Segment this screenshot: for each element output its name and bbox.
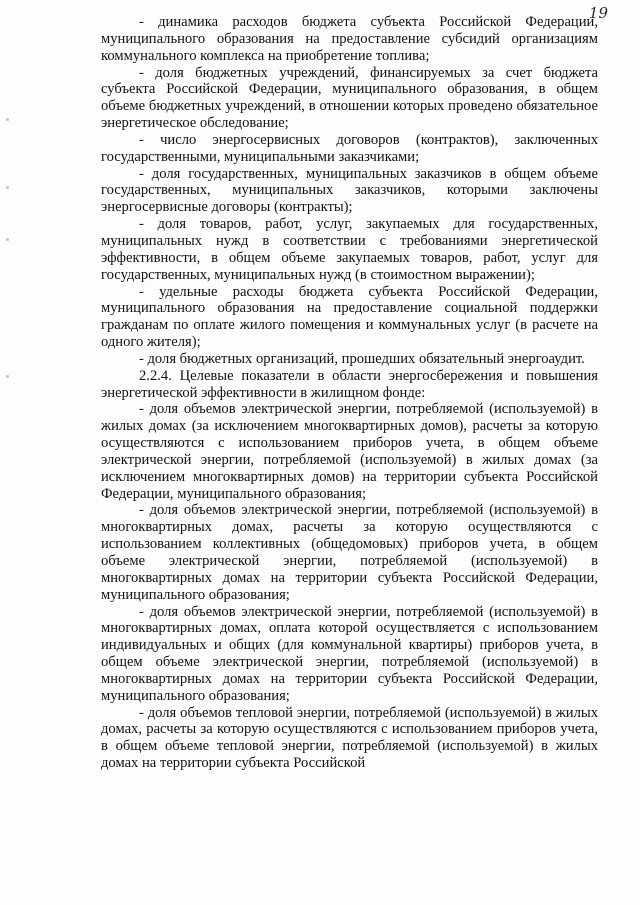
- list-item-heat-energy-houses: - доля объемов тепловой энергии, потребляемой (используемой) в жилых домах, расчеты за которую осуществляются с использованием приборов учета, в общем объеме тепловой энергии, потребляемой (используемой) в жилых домах на территории субъекта Российской: [101, 704, 598, 772]
- list-item-budget-institutions-audit: - доля бюджетных учреждений, финансируемых за счет бюджета субъекта Российской Федерации, муниципального образования, в общем объеме бюджетных учреждений, в отношении которых проведено обязательное энергетическое обследование;: [101, 64, 598, 132]
- page-number: 19: [588, 4, 608, 22]
- list-item-energy-service-contracts-count: - число энергосервисных договоров (контрактов), заключенных государственными, муниципальными заказчиками;: [101, 131, 598, 165]
- scan-artifact-mark: [6, 238, 9, 241]
- section-heading-2-2-4: 2.2.4. Целевые показатели в области энергосбережения и повышения энергетической эффективности в жилищном фонде:: [101, 367, 598, 401]
- list-item-energy-audit-share: - доля бюджетных организаций, прошедших обязательный энергоаудит.: [139, 350, 585, 367]
- list-item-electricity-houses: - доля объемов электрической энергии, потребляемой (используемой) в жилых домах (за исключением многоквартирных домов), расчеты за которую осуществляются с использованием приборов учета, в общем объеме электрической энергии, потребляемой (используемой) в жилых домах (за исключением многоквартирных домов) на территории субъекта Российской Федерации, муниципального образования;: [101, 401, 598, 502]
- list-item-electricity-individual-meters: - доля объемов электрической энергии, потребляемой (используемой) в многоквартирных домах, оплата которой осуществляется с использованием индивидуальных и общих (для коммунальной квартиры) приборов учета, в общем объеме электрической энергии, потребляемой (используемой) в многоквартирных домах на территории субъекта Российской Федерации, муниципального образования;: [101, 603, 598, 704]
- document-body: [101, 14, 598, 772]
- list-item-electricity-collective-meters: - доля объемов электрической энергии, потребляемой (используемой) в многоквартирных домах, расчеты за которую осуществляются с использованием коллективных (общедомовых) приборов учета, в общем объеме электрической энергии, потребляемой (используемой) в многоквартирных домах на территории субъекта Российской Федерации, муниципального образования;: [101, 502, 598, 603]
- list-item-customers-share: - доля государственных, муниципальных заказчиков в общем объеме государственных, муниципальных заказчиков, которыми заключены энергосервисные договоры (контракты);: [101, 165, 598, 216]
- scan-artifact-mark: [6, 118, 9, 121]
- scan-artifact-mark: [6, 186, 9, 189]
- list-item-procurement-share: - доля товаров, работ, услуг, закупаемых для государственных, муниципальных нужд в соответствии с требованиями энергетической эффективности, в общем объеме закупаемых товаров, работ, услуг для государственных, муниципальных нужд (в стоимостном выражении);: [101, 216, 598, 283]
- scan-artifact-mark: [6, 375, 9, 378]
- list-item-subsidy-dynamics: - динамика расходов бюджета субъекта Российской Федерации, муниципального образования на предоставление субсидий организациям коммунального комплекса на приобретение топлива;: [101, 14, 598, 64]
- list-item-social-support-expenses: - удельные расходы бюджета субъекта Российской Федерации, муниципального образования на предоставление социальной поддержки гражданам по оплате жилого помещения и коммунальных услуг (в расчете на одного жителя);: [101, 283, 598, 351]
